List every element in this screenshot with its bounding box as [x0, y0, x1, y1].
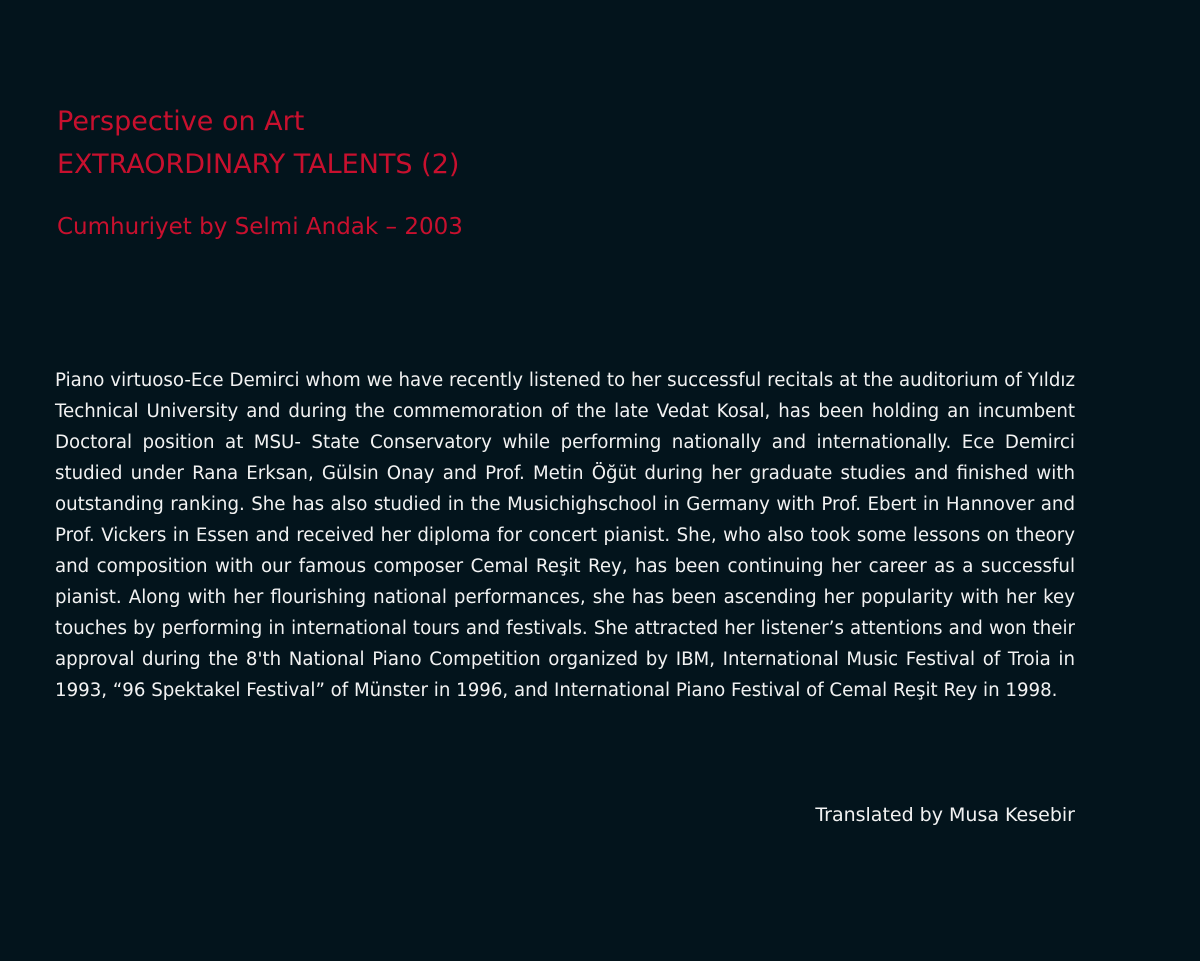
article-header — [57, 100, 757, 242]
translator-credit: Translated by Musa Kesebir — [815, 804, 1075, 826]
article-body: Piano virtuoso-Ece Demirci whom we have recently listened to her successful recitals at the auditorium of Yıldız Technical University and during the commemoration of the late Vedat Kosal, has been holding an incumbent Doctoral position at MSU- State Conservatory while performing nationally and internationally. Ece Demirci studied under Rana Erksan, Gülsin Onay and Prof. Metin Öğüt during her graduate studies and finished with outstanding ranking. She has also studied in the Musichighschool in Germany with Prof. Ebert in Hannover and Prof. Vickers in Essen and received her diploma for concert pianist. She, who also took some lessons on theory and composition with our famous composer Cemal Reşit Rey, has been continuing her career as a successful pianist. Along with her flourishing national performances, she has been ascending her popularity with her key touches by performing in international tours and festivals. She attracted her listener’s attentions and won their approval during the 8'th National Piano Competition organized by IBM, International Music Festival of Troia in 1993, “96 Spektakel Festival” of Münster in 1996, and International Piano Festival of Cemal Reşit Rey in 1998. — [55, 370, 1075, 701]
article-title: EXTRAORDINARY TALENTS (2) — [57, 149, 460, 180]
section-title: Perspective on Art — [57, 106, 305, 137]
article-byline: Cumhuriyet by Selmi Andak – 2003 — [57, 214, 463, 240]
